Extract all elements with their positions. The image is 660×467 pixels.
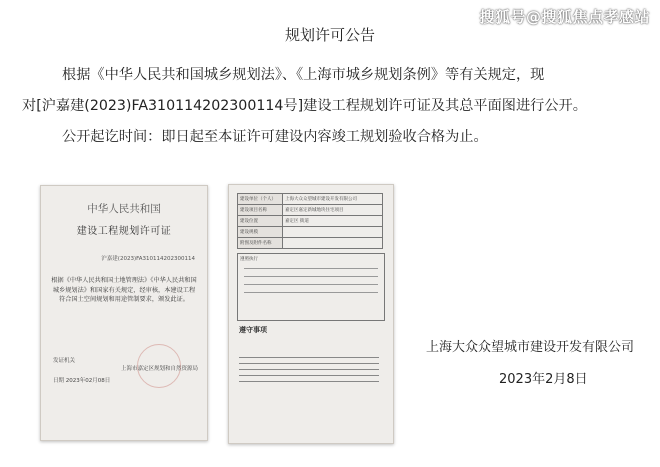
notice-title: 规划许可公告 bbox=[284, 26, 375, 44]
certificate-rules-title: 遵守事项 bbox=[239, 326, 267, 334]
text-line bbox=[244, 292, 378, 296]
certificate-issuer-label: 发证机关 bbox=[53, 358, 76, 364]
table-row bbox=[238, 205, 383, 216]
certificate-number: 沪嘉建(2023)FA310114202300114 bbox=[101, 256, 195, 262]
table-cell-value: 嘉定区嘉定新城地块住宅项目 bbox=[283, 205, 383, 216]
table-cell-label: 建设位置 bbox=[238, 216, 283, 227]
table-cell-label: 建设项目名称 bbox=[238, 205, 283, 216]
text-line bbox=[239, 363, 379, 364]
certificate-title: 建设工程规划许可证 bbox=[76, 226, 172, 237]
table-row bbox=[238, 227, 383, 238]
text-line bbox=[239, 375, 379, 376]
certificate-issuer: 上海市嘉定区规划和自然资源局 bbox=[121, 366, 199, 372]
table-cell-value: 上海大众众望城市建设开发有限公司 bbox=[283, 194, 383, 205]
certificate-info-table bbox=[237, 193, 383, 249]
table-cell-value bbox=[283, 238, 383, 249]
table-cell-label: 建设单位（个人） bbox=[238, 194, 283, 205]
text-line bbox=[244, 268, 378, 272]
notice-paragraph-2: 对[沪嘉建(2023)FA310114202300114号]建设工程规划许可证及其总平面图进行公开。 bbox=[22, 98, 587, 114]
company-name: 上海大众众望城市建设开发有限公司 bbox=[425, 340, 634, 355]
table-cell-label: 附图及附件名称 bbox=[238, 238, 283, 249]
certificate-body-text: 根据《中华人民共和国土地管理法》《中华人民共和国城乡规划法》和国家有关规定，经审核，本建设工程符合国土空间规划和用途管制要求，颁发此证。 bbox=[51, 277, 197, 303]
certificate-issue-date: 日期 2023年02月08日 bbox=[53, 378, 111, 384]
text-line bbox=[239, 381, 379, 382]
permit-certificate-front bbox=[40, 185, 208, 441]
notice-date: 2023年2月8日 bbox=[499, 372, 588, 387]
notice-paragraph-1: 根据《中华人民共和国城乡规划法》、《上海市城乡规划条例》等有关规定，现 bbox=[62, 67, 545, 83]
permit-certificate-back bbox=[228, 184, 394, 444]
table-row bbox=[238, 194, 383, 205]
text-line bbox=[244, 284, 378, 288]
certificate-country: 中华人民共和国 bbox=[87, 203, 161, 215]
table-row bbox=[238, 238, 383, 249]
text-line bbox=[239, 357, 379, 358]
certificate-notes-label: 遵照执行 bbox=[240, 257, 258, 262]
certificate-notes-box bbox=[237, 253, 385, 321]
table-cell-label: 建设规模 bbox=[238, 227, 283, 238]
text-line bbox=[239, 369, 379, 370]
table-cell-value: 嘉定区 街道 bbox=[283, 216, 383, 227]
watermark-text: 搜狐号@搜狐焦点孝感站 bbox=[479, 8, 650, 26]
text-line bbox=[244, 276, 378, 280]
notice-paragraph-3: 公开起讫时间：即日起至本证许可建设内容竣工规划验收合格为止。 bbox=[62, 129, 488, 145]
table-row bbox=[238, 216, 383, 227]
table-cell-value bbox=[283, 227, 383, 238]
